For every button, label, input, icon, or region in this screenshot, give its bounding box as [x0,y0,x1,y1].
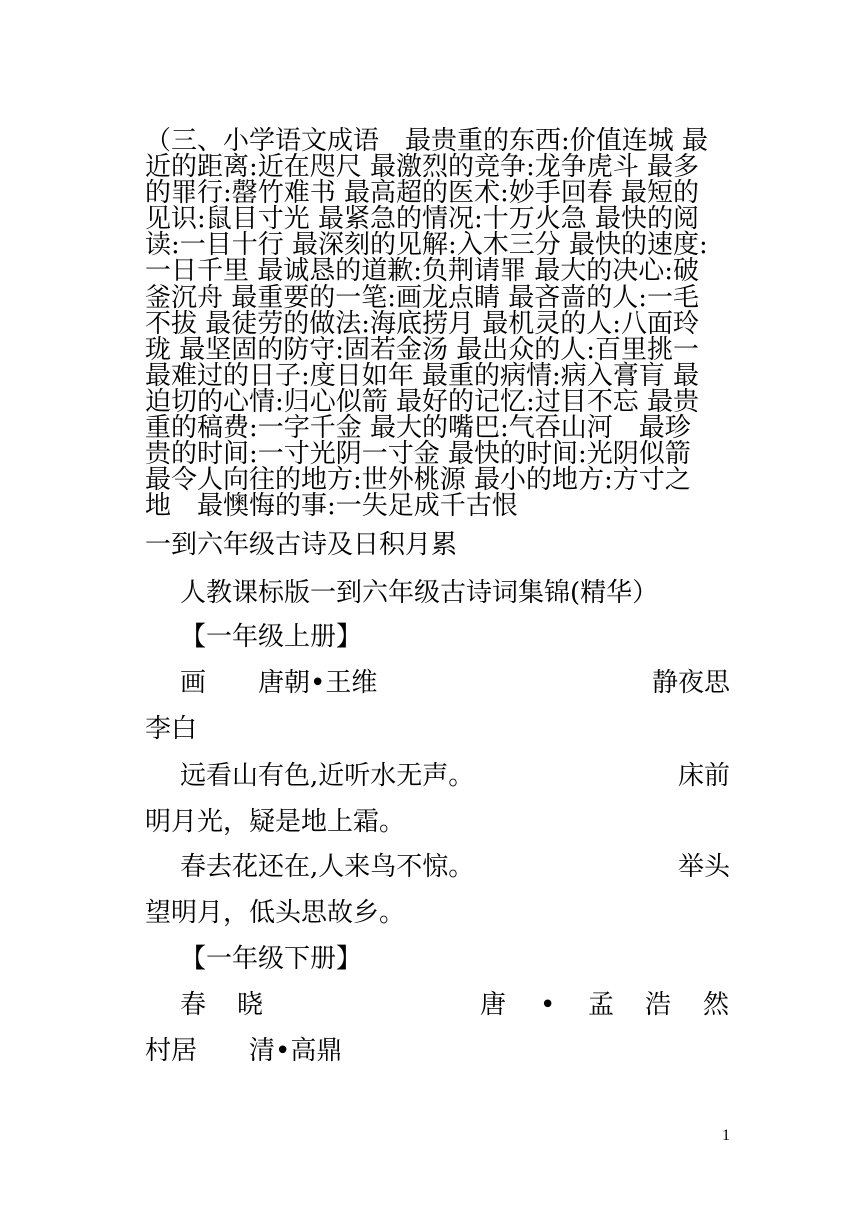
poem-line-right: 床前 [677,761,730,791]
poem-title-char: 春 [180,990,207,1020]
idiom-line: 最难过的日子:度日如年 最重的病情:病入膏肓 最 [145,360,700,391]
section-header-grade1-first: 【一年级上册】 [180,622,363,652]
idiom-line: 重的稿费:一字千金 最大的嘴巴:气吞山河 最珍 [145,413,691,444]
idiom-paragraph [145,126,735,522]
poem-line: 望明月，低头思故乡。 [145,898,406,928]
idiom-line: 读:一目十行 最深刻的见解:入木三分 最快的速度: [145,230,708,261]
poem-title-char: 晓 [237,990,264,1020]
idiom-line: 近的距离:近在咫尺 最激烈的竞争:龙争虎斗 最多 [145,152,700,183]
author-char: 然 [703,990,730,1020]
author-char: 浩 [645,990,672,1020]
author-char: 唐 [480,990,507,1020]
poem-line: 明月光，疑是地上霜。 [145,807,406,837]
poem-line: 李白 [145,714,198,744]
author-char: 孟 [588,990,615,1020]
idiom-line: 珑 最坚固的防守:固若金汤 最出众的人:百里挑一 [145,334,700,365]
document-subtitle: 人教课标版一到六年级古诗词集锦(精华） [180,578,659,608]
section-header-grade1-second: 【一年级下册】 [180,944,363,974]
document-title: 一到六年级古诗及日积月累 [145,530,458,560]
poem-title-right: 静夜思 [651,668,730,698]
poem-line: 画 唐朝•王维 [180,668,378,698]
idiom-line: 最令人向往的地方:世外桃源 最小的地方:方寸之 [145,465,691,496]
idiom-line: 一日千里 最诚恳的道歉:负荆请罪 最大的决心:破 [145,256,700,287]
idiom-line: 贵的时间:一寸光阴一寸金 最快的时间:光阴似箭 [145,439,691,470]
idiom-line: 见识:鼠目寸光 最紧急的情况:十万火急 最快的阅 [145,204,700,235]
idiom-line: （三、小学语文成语 最贵重的东西:价值连城 最 [145,126,709,156]
idiom-line: 的罪行:罄竹难书 最高超的医术:妙手回春 最短的 [145,178,700,209]
author-char: • [540,990,556,1020]
poem-line: 村居 清•高鼎 [145,1036,343,1066]
idiom-line: 釜沉舟 最重要的一笔:画龙点睛 最吝啬的人:一毛 [145,282,700,313]
idiom-line: 地 最懊悔的事:一失足成千古恨 [145,491,518,522]
poem-line-right: 举头 [677,852,730,882]
idiom-line: 不拔 最徒劳的做法:海底捞月 最机灵的人:八面玲 [145,308,700,339]
idiom-line: 迫切的心情:归心似箭 最好的记忆:过目不忘 最贵 [145,386,700,417]
poem-line: 远看山有色,近听水无声。 [180,761,475,791]
poem-line: 春去花还在,人来鸟不惊。 [180,852,475,882]
page-number: 1 [722,1127,730,1144]
